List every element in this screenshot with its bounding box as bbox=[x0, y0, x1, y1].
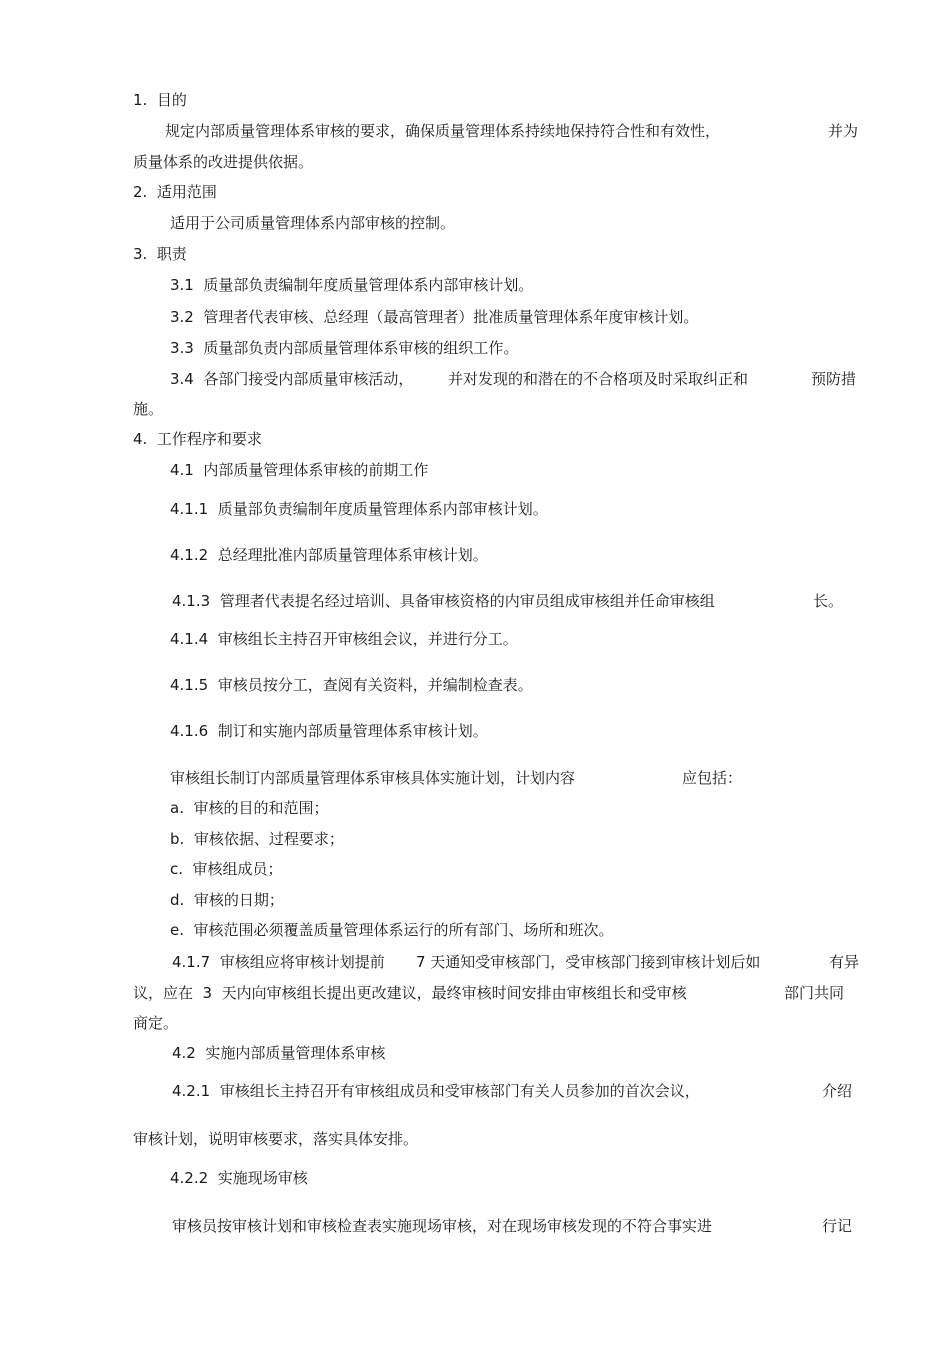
clause-4-2-1: 4.2.1 审核组长主持召开有审核组成员和受审核部门有关人员参加的首次会议， bbox=[172, 1082, 700, 1100]
clause-4-1-7: 议，应在 3 天内向审核组长提出更改建议，最终审核时间安排由审核组长和受审核 bbox=[133, 984, 687, 1002]
clause-4-1-1: 4.1.1 质量部负责编制年度质量管理体系内部审核计划。 bbox=[170, 500, 548, 518]
clause-4-1-3: 4.1.3 管理者代表提名经过培训、具备审核资格的内审员组成审核组并任命审核组 bbox=[172, 592, 715, 610]
clause-3-4: 预防措 bbox=[811, 370, 857, 388]
plan-intro: 应包括： bbox=[682, 769, 743, 787]
section-1-heading: 1. 目的 bbox=[133, 91, 187, 109]
clause-4-1: 4.1 内部质量管理体系审核的前期工作 bbox=[170, 461, 429, 479]
clause-4-1-7: 部门共同 bbox=[784, 984, 845, 1002]
clause-4-2: 4.2 实施内部质量管理体系审核 bbox=[172, 1044, 386, 1062]
section-2-text: 适用于公司质量管理体系内部审核的控制。 bbox=[170, 214, 456, 232]
section-2-heading: 2. 适用范围 bbox=[133, 183, 217, 201]
section-4-heading: 4. 工作程序和要求 bbox=[133, 430, 262, 448]
clause-4-1-6: 4.1.6 制订和实施内部质量管理体系审核计划。 bbox=[170, 722, 488, 740]
list-item-c: c. 审核组成员； bbox=[170, 860, 283, 878]
clause-4-1-5: 4.1.5 审核员按分工，查阅有关资料，并编制检查表。 bbox=[170, 676, 533, 694]
plan-intro: 审核组长制订内部质量管理体系审核具体实施计划，计划内容 bbox=[170, 769, 576, 787]
clause-3-4: 并对发现的和潜在的不合格项及时采取纠正和 bbox=[448, 370, 749, 388]
clause-4-2-2: 4.2.2 实施现场审核 bbox=[170, 1169, 308, 1187]
list-item-e: e. 审核范围必须覆盖质量管理体系运行的所有部门、场所和班次。 bbox=[170, 921, 614, 939]
clause-4-1-2: 4.1.2 总经理批准内部质量管理体系审核计划。 bbox=[170, 546, 488, 564]
clause-4-1-7: 7 天通知受审核部门，受审核部门接到审核计划后如 bbox=[416, 953, 761, 971]
list-item-b: b. 审核依据、过程要求； bbox=[170, 830, 344, 848]
clause-4-1-7: 商定。 bbox=[133, 1014, 179, 1032]
clause-3-1: 3.1 质量部负责编制年度质量管理体系内部审核计划。 bbox=[170, 276, 534, 294]
clause-3-4: 施。 bbox=[133, 400, 164, 418]
clause-3-2: 3.2 管理者代表审核、总经理（最高管理者）批准质量管理体系年度审核计划。 bbox=[170, 308, 699, 326]
clause-3-3: 3.3 质量部负责内部质量管理体系审核的组织工作。 bbox=[170, 339, 519, 357]
clause-4-2-1: 审核计划，说明审核要求，落实具体安排。 bbox=[133, 1130, 419, 1148]
section-1-text: 质量体系的改进提供依据。 bbox=[133, 153, 314, 171]
clause-4-2-1: 介绍 bbox=[822, 1082, 853, 1100]
section-1-text: 并为 bbox=[828, 122, 859, 140]
clause-4-1-7: 4.1.7 审核组应将审核计划提前 bbox=[172, 953, 385, 971]
list-item-d: d. 审核的日期； bbox=[170, 891, 284, 909]
clause-4-1-4: 4.1.4 审核组长主持召开审核组会议，并进行分工。 bbox=[170, 630, 518, 648]
clause-4-2-2-text: 审核员按审核计划和审核检查表实施现场审核，对在现场审核发现的不符合事实进 bbox=[172, 1217, 713, 1235]
section-1-text: 规定内部质量管理体系审核的要求，确保质量管理体系持续地保持符合性和有效性， bbox=[165, 122, 721, 140]
section-3-heading: 3. 职责 bbox=[133, 245, 187, 263]
clause-4-2-2-text: 行记 bbox=[822, 1217, 853, 1235]
list-item-a: a. 审核的目的和范围； bbox=[170, 799, 329, 817]
clause-4-1-3: 长。 bbox=[813, 592, 844, 610]
clause-4-1-7: 有异 bbox=[829, 953, 860, 971]
clause-3-4: 3.4 各部门接受内部质量审核活动， bbox=[170, 370, 414, 388]
